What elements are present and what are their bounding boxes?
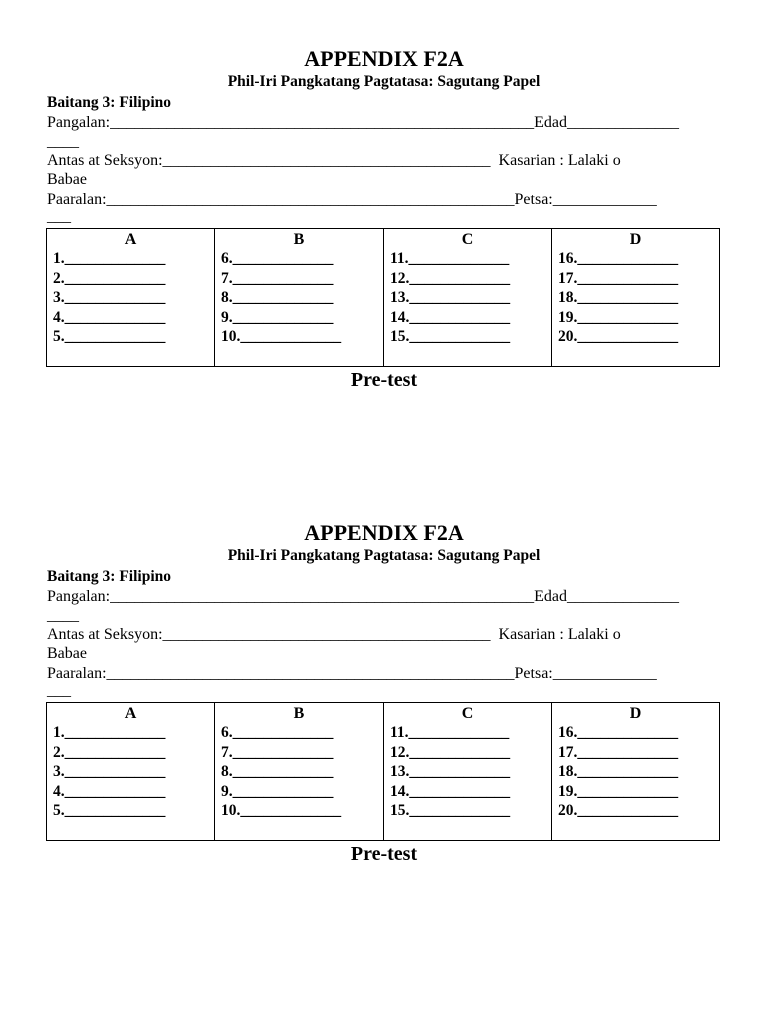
answer-item[interactable]: 5._____________ — [53, 328, 166, 346]
answer-item[interactable]: 6._____________ — [221, 724, 334, 741]
answer-item[interactable]: 14._____________ — [390, 308, 511, 326]
column-header: B — [293, 231, 305, 248]
section-sex-field-cont: Babae — [47, 171, 87, 188]
answer-item[interactable]: 18._____________ — [558, 289, 679, 307]
answer-item[interactable]: 20._____________ — [558, 328, 679, 346]
column-header: A — [124, 231, 137, 248]
grade-label: Baitang 3: Filipino — [47, 568, 172, 585]
answer-item[interactable]: 9._____________ — [221, 782, 334, 800]
answer-item[interactable]: 9._____________ — [221, 308, 334, 326]
answer-table — [46, 702, 720, 841]
answer-item[interactable]: 8._____________ — [221, 289, 334, 307]
answer-item[interactable]: 4._____________ — [53, 782, 166, 800]
section-sex-field[interactable]: Antas at Seksyon:_________________________________________ Kasarian : Lalaki o — [47, 626, 621, 643]
answer-sheet-1 — [0, 44, 768, 424]
answer-table — [46, 228, 720, 367]
answer-item[interactable]: 15._____________ — [390, 328, 511, 346]
answer-column-a — [47, 703, 214, 840]
answer-item[interactable]: 13._____________ — [390, 289, 511, 307]
grade-label: Baitang 3: Filipino — [47, 94, 172, 111]
section-sex-field-cont: Babae — [47, 645, 87, 662]
answer-item[interactable]: 16._____________ — [558, 250, 679, 267]
page-title: APPENDIX F2A — [304, 46, 464, 71]
section-sex-field[interactable]: Antas at Seksyon:_________________________________________ Kasarian : Lalaki o — [47, 152, 621, 169]
answer-item[interactable]: 2._____________ — [53, 269, 166, 287]
answer-item[interactable]: 20._____________ — [558, 802, 679, 820]
answer-column-b — [214, 703, 383, 840]
school-date-field[interactable]: Paaralan:___________________________________________________Petsa:_____________ — [47, 191, 657, 208]
name-age-field-cont: ____ — [47, 133, 79, 150]
answer-item[interactable]: 2._____________ — [53, 743, 166, 761]
answer-item[interactable]: 7._____________ — [221, 269, 334, 287]
answer-item[interactable]: 3._____________ — [53, 289, 166, 307]
page-subtitle: Phil-Iri Pangkatang Pagtatasa: Sagutang Papel — [227, 73, 541, 90]
column-header: B — [293, 705, 305, 722]
answer-column-d — [551, 229, 719, 366]
page-title: APPENDIX F2A — [304, 520, 464, 545]
answer-column-c — [383, 703, 551, 840]
answer-item[interactable]: 1._____________ — [53, 250, 166, 267]
name-age-field-cont: ____ — [47, 607, 79, 624]
page-subtitle: Phil-Iri Pangkatang Pagtatasa: Sagutang Papel — [227, 547, 541, 564]
answer-item[interactable]: 14._____________ — [390, 782, 511, 800]
name-age-field[interactable]: Pangalan:_____________________________________________________Edad______________ — [47, 588, 679, 605]
answer-item[interactable]: 3._____________ — [53, 763, 166, 781]
answer-item[interactable]: 10._____________ — [221, 802, 342, 820]
answer-item[interactable]: 12._____________ — [390, 743, 511, 761]
answer-item[interactable]: 12._____________ — [390, 269, 511, 287]
column-header: C — [461, 705, 474, 722]
column-header: D — [629, 705, 642, 722]
column-header: D — [629, 231, 642, 248]
answer-item[interactable]: 5._____________ — [53, 802, 166, 820]
answer-item[interactable]: 17._____________ — [558, 269, 679, 287]
answer-column-d — [551, 703, 719, 840]
answer-item[interactable]: 19._____________ — [558, 308, 679, 326]
answer-item[interactable]: 18._____________ — [558, 763, 679, 781]
column-header: A — [124, 705, 137, 722]
answer-item[interactable]: 1._____________ — [53, 724, 166, 741]
answer-item[interactable]: 4._____________ — [53, 308, 166, 326]
answer-sheet-2 — [0, 518, 768, 898]
answer-column-c — [383, 229, 551, 366]
answer-item[interactable]: 11._____________ — [390, 724, 510, 741]
answer-item[interactable]: 19._____________ — [558, 782, 679, 800]
test-type-label: Pre-test — [350, 843, 418, 865]
answer-item[interactable]: 15._____________ — [390, 802, 511, 820]
answer-item[interactable]: 11._____________ — [390, 250, 510, 267]
school-date-field[interactable]: Paaralan:___________________________________________________Petsa:_____________ — [47, 665, 657, 682]
answer-item[interactable]: 8._____________ — [221, 763, 334, 781]
answer-item[interactable]: 13._____________ — [390, 763, 511, 781]
answer-item[interactable]: 10._____________ — [221, 328, 342, 346]
answer-item[interactable]: 17._____________ — [558, 743, 679, 761]
name-age-field[interactable]: Pangalan:_____________________________________________________Edad______________ — [47, 114, 679, 131]
answer-column-b — [214, 229, 383, 366]
column-header: C — [461, 231, 474, 248]
test-type-label: Pre-test — [350, 369, 418, 391]
school-date-field-cont: ___ — [47, 208, 71, 225]
answer-item[interactable]: 16._____________ — [558, 724, 679, 741]
answer-column-a — [47, 229, 214, 366]
answer-item[interactable]: 7._____________ — [221, 743, 334, 761]
answer-item[interactable]: 6._____________ — [221, 250, 334, 267]
school-date-field-cont: ___ — [47, 682, 71, 699]
